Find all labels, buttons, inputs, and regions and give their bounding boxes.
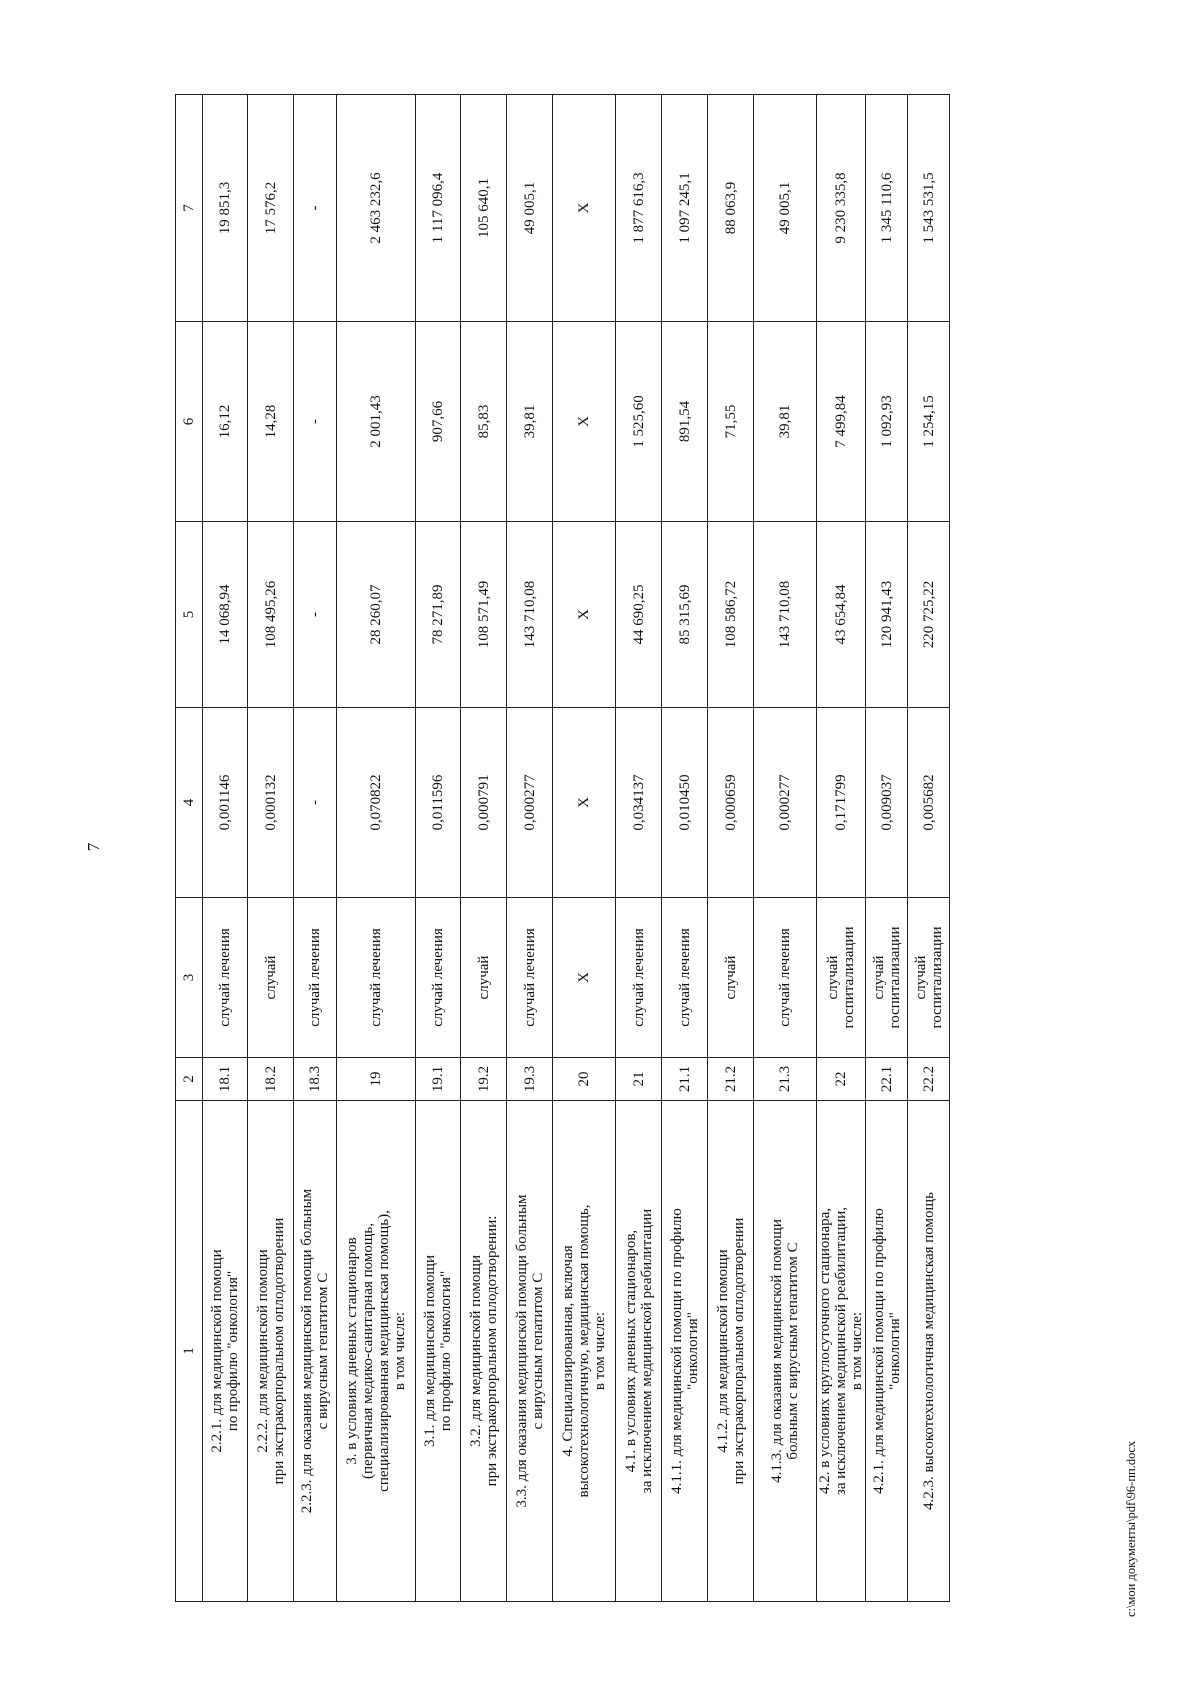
row-value-cell-7 xyxy=(708,95,754,322)
row-value-cell-6 xyxy=(908,322,950,522)
cell-text-line: случай xyxy=(475,955,492,1000)
cell-text-line: 120 941,43 xyxy=(878,580,895,649)
cell-text-line: 220 725,22 xyxy=(920,580,937,649)
cell-text-line: случай лечения xyxy=(307,928,323,1027)
row-value-cell-4 xyxy=(203,708,248,898)
row-unit-cell xyxy=(416,898,461,1058)
cell-text-line: 1 525,60 xyxy=(630,395,647,448)
cell-text-line: 4.1. в условиях дневных стационаров, xyxy=(622,1229,639,1473)
cell-text-line: госпитализации xyxy=(841,926,857,1029)
row-value-cell-5 xyxy=(461,522,507,708)
cell-text-line: случай xyxy=(825,955,841,1000)
row-value-cell-5 xyxy=(553,522,616,708)
row-value-cell-7 xyxy=(461,95,507,322)
row-name-cell xyxy=(708,1101,754,1602)
row-name-cell xyxy=(294,1101,337,1602)
row-value-cell-6 xyxy=(817,322,866,522)
page-number: 7 xyxy=(84,842,103,852)
cell-text-line: 0,001146 xyxy=(217,774,233,831)
row-value-cell-5 xyxy=(294,522,337,708)
row-code-cell xyxy=(866,1058,908,1101)
row-value-cell-5 xyxy=(337,522,416,708)
row-value-cell-5 xyxy=(708,522,754,708)
cell-text-line: при экстракорпоральном оплодотворении xyxy=(730,1217,747,1485)
row-value-cell-4 xyxy=(708,708,754,898)
cell-text-line: 14 068,94 xyxy=(217,584,233,645)
row-value-cell-6 xyxy=(203,322,248,522)
column-header: 5 xyxy=(176,522,203,708)
cell-text-line: 0,000132 xyxy=(262,774,279,831)
cell-text-line: 85,83 xyxy=(475,404,492,439)
row-value-cell-7 xyxy=(662,95,708,322)
cell-text-line: 17 576,2 xyxy=(262,181,279,235)
cell-text-line: с вирусным гепатитом С xyxy=(315,1272,331,1430)
cell-text-line: Х xyxy=(576,202,592,214)
table-header-row xyxy=(176,95,203,1602)
cell-text-line: 4.1.1. для медицинской помощи по профилю xyxy=(668,1208,685,1494)
cell-text-line: 43 654,84 xyxy=(833,584,849,645)
cell-text-line: 1 877 616,3 xyxy=(630,172,647,244)
cell-text-line: 4.2.3. высокотехнологичная медицинская помощь xyxy=(920,1192,937,1510)
cell-text-line: за исключением медицинской реабилитации, xyxy=(833,1206,849,1496)
cell-text-line: в том числе: xyxy=(592,1311,608,1391)
cell-text-line: случай лечения xyxy=(217,928,233,1027)
cell-text-line: 49 005,1 xyxy=(777,181,793,235)
cell-text-line: 19 xyxy=(368,1071,384,1087)
cell-text-line: 3.1. для медицинской помощи xyxy=(422,1255,438,1447)
cell-text-line: 0,000277 xyxy=(777,774,793,831)
cell-text-line: 7 499,84 xyxy=(833,395,849,448)
table-row xyxy=(553,95,616,1602)
cell-text-line: 0,000791 xyxy=(475,774,492,831)
row-value-cell-7 xyxy=(616,95,662,322)
column-header: 6 xyxy=(176,322,203,522)
cell-text-line: 1 345 110,6 xyxy=(878,172,895,244)
cell-text-line: 907,66 xyxy=(430,400,446,443)
cell-text-line: 44 690,25 xyxy=(630,584,647,645)
cell-text-line: 2.2.2. для медицинской помощи xyxy=(254,1249,271,1453)
cell-text-line: госпитализации xyxy=(886,926,903,1029)
cell-text-line: 28 260,07 xyxy=(368,584,384,645)
column-header: 4 xyxy=(176,708,203,898)
cell-text-line: - xyxy=(307,612,323,617)
table-row xyxy=(203,95,248,1602)
cell-text-line: случай лечения xyxy=(430,928,446,1027)
row-name-cell xyxy=(248,1101,294,1602)
cell-text-line: 39,81 xyxy=(777,404,793,439)
row-code-cell xyxy=(507,1058,553,1101)
cell-text-line: 19.3 xyxy=(521,1065,538,1093)
cell-text-line: 18.1 xyxy=(217,1065,233,1093)
cell-text-line: 1 097 245,1 xyxy=(676,172,693,244)
row-value-cell-5 xyxy=(416,522,461,708)
row-code-cell xyxy=(662,1058,708,1101)
cell-text-line: 108 495,26 xyxy=(262,580,279,649)
cell-text-line: 21.3 xyxy=(777,1065,793,1093)
cell-text-line: 22 xyxy=(833,1071,849,1087)
row-unit-cell xyxy=(507,898,553,1058)
cell-text-line: 39,81 xyxy=(521,404,538,439)
cell-text-line: 0,011596 xyxy=(430,774,446,831)
row-value-cell-6 xyxy=(662,322,708,522)
row-value-cell-4 xyxy=(294,708,337,898)
cell-text-line: 1 117 096,4 xyxy=(430,172,446,244)
cell-text-line: 18.3 xyxy=(307,1065,323,1093)
table-row xyxy=(507,95,553,1602)
cell-text-line: случай лечения xyxy=(521,928,538,1027)
cell-text-line: 0,000659 xyxy=(722,774,739,831)
row-value-cell-4 xyxy=(553,708,616,898)
cell-text-line: 3.3. для оказания медицинской помощи больным xyxy=(513,1194,530,1508)
row-value-cell-4 xyxy=(507,708,553,898)
row-unit-cell xyxy=(908,898,950,1058)
row-name-cell xyxy=(908,1101,950,1602)
cell-text-line: 4.2.1. для медицинской помощи по профилю xyxy=(870,1208,887,1494)
row-value-cell-6 xyxy=(248,322,294,522)
row-value-cell-6 xyxy=(616,322,662,522)
table-row xyxy=(461,95,507,1602)
row-unit-cell xyxy=(662,898,708,1058)
row-code-cell xyxy=(337,1058,416,1101)
row-value-cell-4 xyxy=(337,708,416,898)
table-row xyxy=(817,95,866,1602)
row-name-cell xyxy=(203,1101,248,1602)
cell-text-line: случай xyxy=(262,955,279,1000)
row-unit-cell xyxy=(461,898,507,1058)
row-value-cell-6 xyxy=(416,322,461,522)
row-value-cell-6 xyxy=(337,322,416,522)
row-code-cell xyxy=(294,1058,337,1101)
row-value-cell-7 xyxy=(416,95,461,322)
row-value-cell-6 xyxy=(754,322,817,522)
cell-text-line: с вирусным гепатитом С xyxy=(529,1272,546,1430)
cell-text-line: 22.1 xyxy=(878,1065,895,1093)
cell-text-line: случай лечения xyxy=(630,928,647,1027)
cell-text-line: 9 230 335,8 xyxy=(833,172,849,244)
row-value-cell-5 xyxy=(866,522,908,708)
row-value-cell-5 xyxy=(616,522,662,708)
cell-text-line: 19.2 xyxy=(475,1065,492,1093)
cell-text-line: 2 001,43 xyxy=(368,395,384,448)
cell-text-line: 21 xyxy=(630,1071,647,1087)
row-unit-cell xyxy=(337,898,416,1058)
cell-text-line: по профилю "онкология" xyxy=(438,1270,454,1432)
cell-text-line: случай xyxy=(722,955,739,1000)
row-value-cell-5 xyxy=(248,522,294,708)
cell-text-line: Х xyxy=(576,609,592,620)
cell-text-line: 4.1.3. для оказания медицинской помощи xyxy=(769,1219,785,1483)
cell-text-line: 105 640,1 xyxy=(475,178,492,238)
cell-text-line: 0,000277 xyxy=(521,774,538,831)
cell-text-line: 0,005682 xyxy=(920,774,937,831)
cell-text-line: - xyxy=(307,419,323,424)
cell-text-line: 49 005,1 xyxy=(521,181,538,235)
row-unit-cell xyxy=(553,898,616,1058)
row-unit-cell xyxy=(754,898,817,1058)
cell-text-line: 20 xyxy=(576,1071,592,1087)
cell-text-line: "онкология" xyxy=(684,1312,701,1390)
cell-text-line: 88 063,9 xyxy=(722,181,739,235)
cell-text-line: Х xyxy=(576,416,592,427)
row-value-cell-4 xyxy=(248,708,294,898)
row-name-cell xyxy=(616,1101,662,1602)
row-value-cell-6 xyxy=(507,322,553,522)
cell-text-line: 16,12 xyxy=(217,404,233,439)
cell-text-line: 1 543 531,5 xyxy=(920,172,937,244)
cell-text-line: 4.2. в условиях круглосуточного стационара, xyxy=(817,1207,833,1495)
cell-text-line: 85 315,69 xyxy=(676,584,693,645)
cell-text-line: 22.2 xyxy=(920,1065,937,1093)
row-value-cell-5 xyxy=(662,522,708,708)
row-value-cell-5 xyxy=(817,522,866,708)
cell-text-line: 3.2. для медицинской помощи xyxy=(467,1255,484,1447)
row-value-cell-7 xyxy=(337,95,416,322)
row-value-cell-5 xyxy=(203,522,248,708)
cell-text-line: 0,171799 xyxy=(833,774,849,831)
row-value-cell-4 xyxy=(817,708,866,898)
cell-text-line: 71,55 xyxy=(722,404,739,439)
row-code-cell xyxy=(616,1058,662,1101)
row-unit-cell xyxy=(248,898,294,1058)
table-row xyxy=(662,95,708,1602)
row-value-cell-7 xyxy=(248,95,294,322)
row-value-cell-6 xyxy=(708,322,754,522)
column-header: 7 xyxy=(176,95,203,322)
cell-text-line: 14,28 xyxy=(262,404,279,439)
row-code-cell xyxy=(248,1058,294,1101)
row-value-cell-7 xyxy=(507,95,553,322)
row-unit-cell xyxy=(203,898,248,1058)
cell-text-line: 4.1.2. для медицинской помощи xyxy=(714,1249,731,1453)
cell-text-line: по профилю "онкология" xyxy=(225,1270,241,1432)
row-code-cell xyxy=(708,1058,754,1101)
table-row xyxy=(337,95,416,1602)
cell-text-line: случай лечения xyxy=(676,928,693,1027)
cell-text-line: 3. в условиях дневных стационаров xyxy=(344,1237,360,1465)
row-unit-cell xyxy=(708,898,754,1058)
row-code-cell xyxy=(416,1058,461,1101)
cell-text-line: 2.2.3. для оказания медицинской помощи больным xyxy=(299,1188,315,1514)
table-row xyxy=(754,95,817,1602)
row-code-cell xyxy=(461,1058,507,1101)
cell-text-line: случай xyxy=(870,955,887,1000)
cell-text-line: - xyxy=(307,800,323,805)
cell-text-line: в том числе: xyxy=(849,1311,865,1391)
row-unit-cell xyxy=(294,898,337,1058)
row-value-cell-7 xyxy=(294,95,337,322)
row-value-cell-7 xyxy=(908,95,950,322)
row-name-cell xyxy=(866,1101,908,1602)
row-name-cell xyxy=(507,1101,553,1602)
row-value-cell-6 xyxy=(461,322,507,522)
cell-text-line: 18.2 xyxy=(262,1065,279,1093)
column-header: 1 xyxy=(176,1101,203,1602)
cell-text-line: случай лечения xyxy=(777,928,793,1027)
row-value-cell-7 xyxy=(203,95,248,322)
row-name-cell xyxy=(817,1101,866,1602)
row-name-cell xyxy=(461,1101,507,1602)
cell-text-line: при экстракорпоральном оплодотворении: xyxy=(483,1215,500,1487)
row-code-cell xyxy=(203,1058,248,1101)
row-unit-cell xyxy=(616,898,662,1058)
cell-text-line: 19.1 xyxy=(430,1065,446,1093)
cell-text-line: высокотехнологичную, медицинская помощь, xyxy=(576,1204,592,1498)
row-value-cell-4 xyxy=(754,708,817,898)
cell-text-line: специализированная медицинская помощь), xyxy=(376,1210,392,1492)
table-row xyxy=(866,95,908,1602)
row-value-cell-4 xyxy=(416,708,461,898)
row-value-cell-4 xyxy=(908,708,950,898)
row-unit-cell xyxy=(817,898,866,1058)
cell-text-line: 21.2 xyxy=(722,1065,739,1093)
table-body xyxy=(176,95,950,1602)
cell-text-line: больным с вирусным гепатитом С xyxy=(785,1242,801,1460)
row-value-cell-6 xyxy=(553,322,616,522)
cell-text-line: 108 586,72 xyxy=(722,580,739,649)
cell-text-line: "онкология" xyxy=(886,1312,903,1390)
cell-text-line: 0,009037 xyxy=(878,774,895,831)
row-name-cell xyxy=(416,1101,461,1602)
cell-text-line: Х xyxy=(576,972,592,983)
row-name-cell xyxy=(754,1101,817,1602)
cell-text-line: 143 710,08 xyxy=(521,580,538,649)
cell-text-line: в том числе: xyxy=(392,1311,408,1391)
row-name-cell xyxy=(337,1101,416,1602)
row-name-cell xyxy=(662,1101,708,1602)
cell-text-line: 891,54 xyxy=(676,400,693,443)
cell-text-line: 2.2.1. для медицинской помощи xyxy=(209,1249,225,1453)
row-name-cell xyxy=(553,1101,616,1602)
row-code-cell xyxy=(817,1058,866,1101)
row-value-cell-4 xyxy=(461,708,507,898)
table-row xyxy=(908,95,950,1602)
row-value-cell-5 xyxy=(908,522,950,708)
table-row xyxy=(616,95,662,1602)
table-row xyxy=(416,95,461,1602)
column-header: 3 xyxy=(176,898,203,1058)
row-value-cell-4 xyxy=(662,708,708,898)
row-value-cell-7 xyxy=(754,95,817,322)
cell-text-line: 19 851,3 xyxy=(217,181,233,235)
row-code-cell xyxy=(908,1058,950,1101)
cell-text-line: 1 254,15 xyxy=(920,395,937,448)
row-code-cell xyxy=(754,1058,817,1101)
data-table xyxy=(175,94,950,1602)
cell-text-line: 143 710,08 xyxy=(777,580,793,649)
cell-text-line: (первичная медико-санитарная помощь, xyxy=(360,1223,376,1479)
cell-text-line: 0,034137 xyxy=(630,774,647,831)
cell-text-line: за исключением медицинской реабилитации xyxy=(638,1208,655,1494)
cell-text-line: 0,070822 xyxy=(368,774,384,831)
cell-text-line: 21.1 xyxy=(676,1065,693,1093)
footer-file-path: c:\мои документы\pdf\96-пп.docx xyxy=(1124,1440,1138,1617)
cell-text-line: 4. Специализированная, включая xyxy=(560,1245,576,1457)
cell-text-line: 2 463 232,6 xyxy=(368,172,384,244)
cell-text-line: госпитализации xyxy=(928,926,945,1029)
cell-text-line: при экстракорпоральном оплодотворении xyxy=(270,1217,287,1485)
row-value-cell-6 xyxy=(866,322,908,522)
row-value-cell-4 xyxy=(866,708,908,898)
row-code-cell xyxy=(553,1058,616,1101)
row-value-cell-4 xyxy=(616,708,662,898)
row-value-cell-5 xyxy=(507,522,553,708)
cell-text-line: случай лечения xyxy=(368,928,384,1027)
row-value-cell-7 xyxy=(553,95,616,322)
cell-text-line: 108 571,49 xyxy=(475,580,492,649)
row-unit-cell xyxy=(866,898,908,1058)
table-row xyxy=(708,95,754,1602)
table-row xyxy=(248,95,294,1602)
cell-text-line: 78 271,89 xyxy=(430,584,446,645)
row-value-cell-7 xyxy=(817,95,866,322)
cell-text-line: 1 092,93 xyxy=(878,395,895,448)
row-value-cell-5 xyxy=(754,522,817,708)
cell-text-line: 0,010450 xyxy=(676,774,693,831)
cell-text-line: - xyxy=(307,205,323,211)
row-value-cell-6 xyxy=(294,322,337,522)
column-header: 2 xyxy=(176,1058,203,1101)
cell-text-line: случай xyxy=(912,955,929,1000)
row-value-cell-7 xyxy=(866,95,908,322)
table-row xyxy=(294,95,337,1602)
cell-text-line: Х xyxy=(576,797,592,808)
